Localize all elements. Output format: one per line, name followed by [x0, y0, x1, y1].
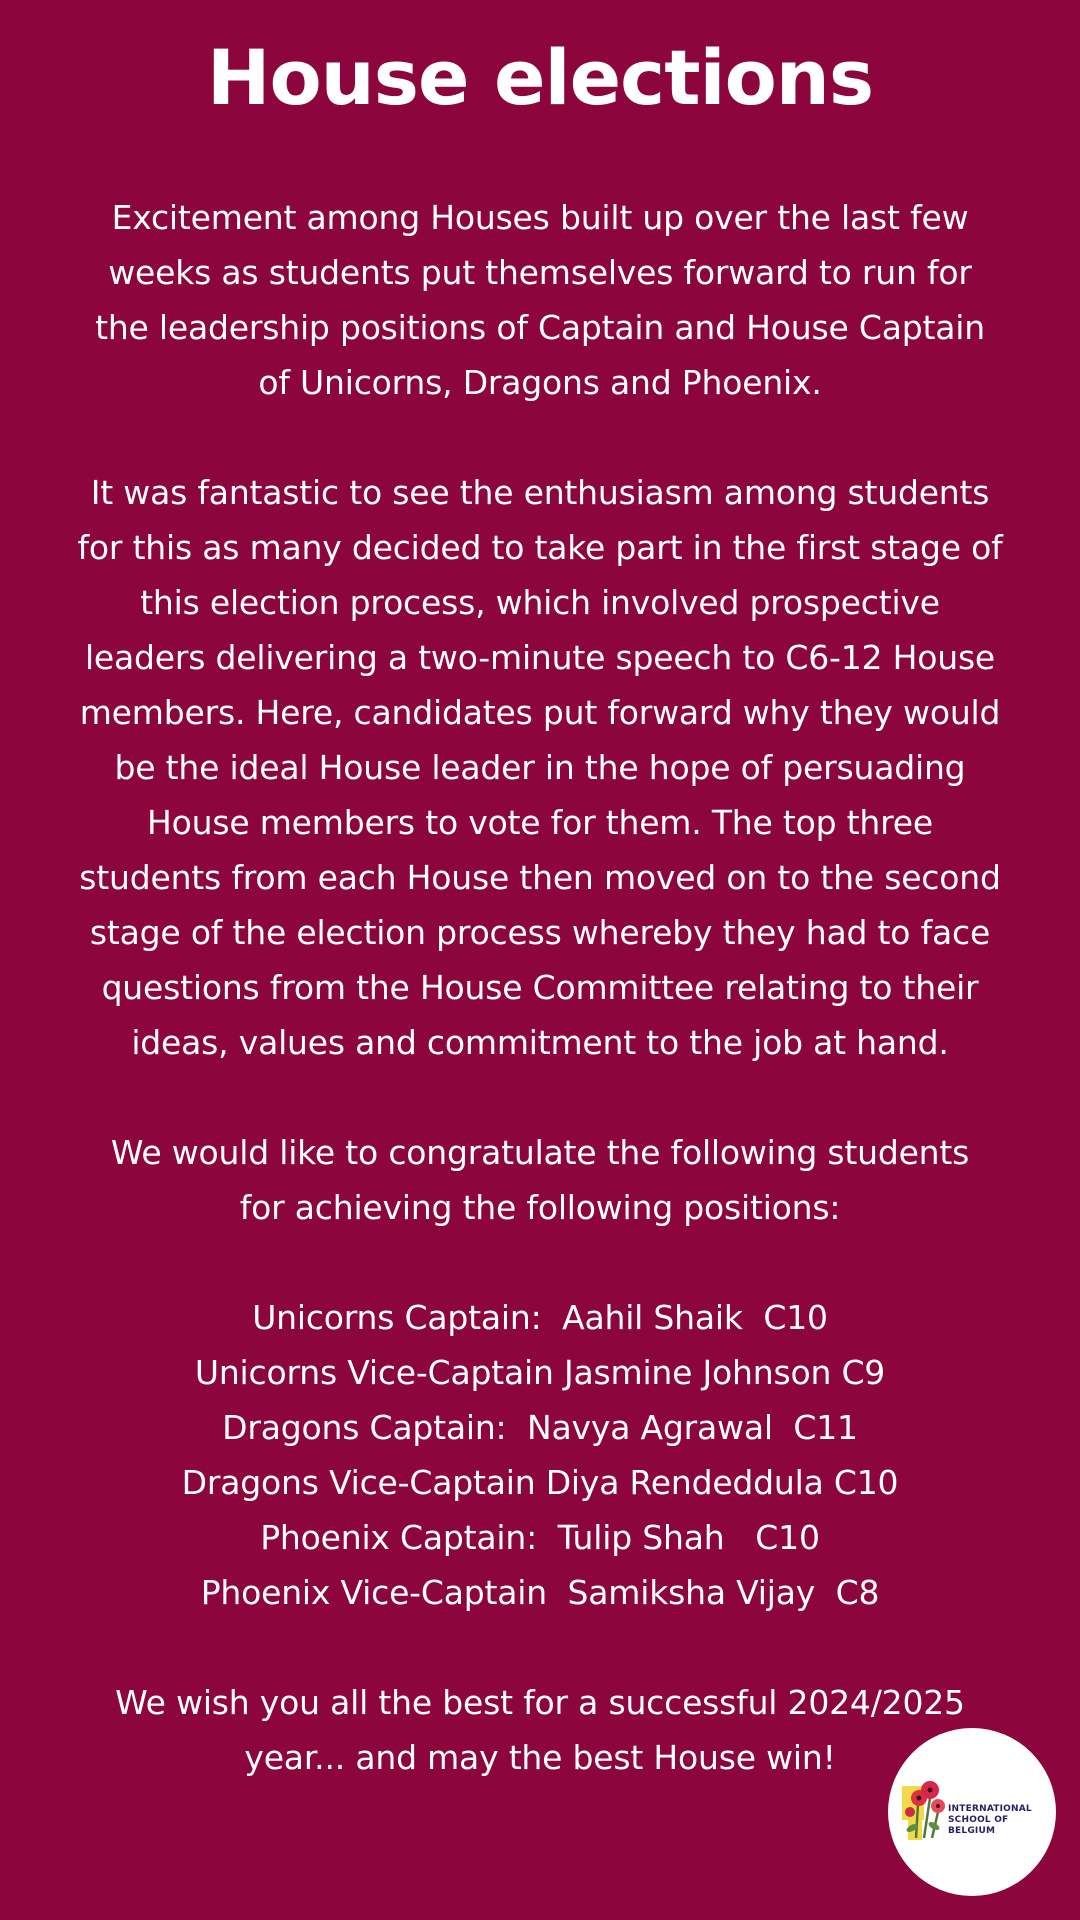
text-line: of Unicorns, Dragons and Phoenix.	[258, 363, 822, 402]
position-item: Phoenix Vice-Captain Samiksha Vijay C8	[200, 1573, 880, 1612]
text-line: members. Here, candidates put forward why they would	[79, 693, 1001, 732]
text-line: House members to vote for them. The top three	[147, 803, 933, 842]
intro-paragraph	[30, 190, 1050, 410]
process-paragraph	[30, 465, 1050, 1070]
logo-line: SCHOOL OF	[948, 1815, 1009, 1825]
positions-list	[30, 1290, 1050, 1620]
text-line: be the ideal House leader in the hope of persuading	[114, 748, 966, 787]
position-item: Dragons Vice-Captain Diya Rendeddula C10	[181, 1463, 899, 1502]
text-line: the leadership positions of Captain and House Captain	[95, 308, 985, 347]
logo-line: BELGIUM	[948, 1826, 996, 1836]
text-line: We wish you all the best for a successful 2024/2025	[115, 1683, 965, 1722]
school-logo	[888, 1728, 1056, 1896]
text-line: We would like to congratulate the following students	[110, 1133, 970, 1172]
text-line: questions from the House Committee relating to their	[101, 968, 979, 1007]
text-line: stage of the election process whereby they had to face	[89, 913, 991, 952]
text-line: It was fantastic to see the enthusiasm among students	[90, 473, 990, 512]
text-line: this election process, which involved prospective	[140, 583, 940, 622]
page-title: House elections	[206, 33, 874, 122]
text-line: Excitement among Houses built up over the last few	[111, 198, 969, 237]
position-item: Phoenix Captain: Tulip Shah C10	[260, 1518, 820, 1557]
text-line: year... and may the best House win!	[244, 1738, 836, 1777]
position-item: Unicorns Captain: Aahil Shaik C10	[252, 1298, 828, 1337]
text-line: for achieving the following positions:	[239, 1188, 841, 1227]
position-item: Unicorns Vice-Captain Jasmine Johnson C9	[194, 1353, 886, 1392]
text-line: for this as many decided to take part in the first stage of	[77, 528, 1003, 567]
article-body	[30, 190, 1050, 1840]
position-item: Dragons Captain: Navya Agrawal C11	[222, 1408, 858, 1447]
text-line: ideas, values and commitment to the job at hand.	[131, 1023, 949, 1062]
text-line: students from each House then moved on to the second	[79, 858, 1001, 897]
congratulations-paragraph	[30, 1125, 1050, 1235]
logo-wordmark	[948, 1804, 1032, 1837]
logo-line: INTERNATIONAL	[948, 1804, 1032, 1814]
text-line: weeks as students put themselves forward to run for	[108, 253, 972, 292]
text-line: leaders delivering a two-minute speech to C6-12 House	[84, 638, 996, 677]
